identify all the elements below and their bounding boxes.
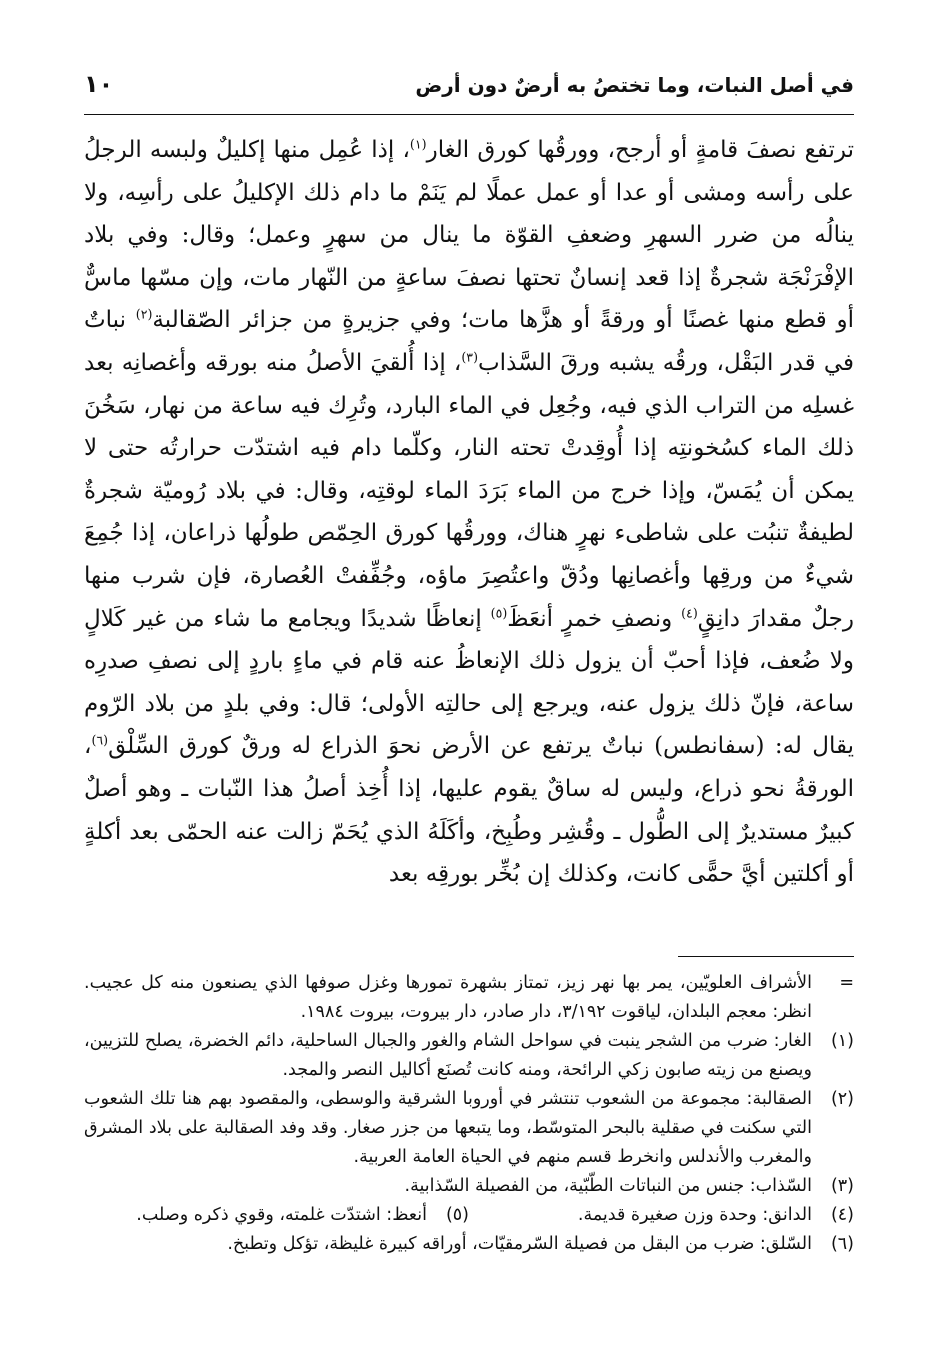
text-run: ، إذا عُمِل منها إكليلٌ ولبسه الرجلُ على رأسه ومشى أو عدا أو عمل عملًا لم يَنَمْ ما دام ذلك الإكليلُ على رأسِه، ولا ينالُه من ضرر السهرِ وضعفِ القوّة ما ينال من سهرٍ وعمل؛ وقال: وفي بلاد الإفْرَنْجَة شجرةٌ إذا قعد إنسانٌ تحتها نصفَ ساعةٍ من النّهار مات، وإن مسّها ماسٌّ أو قطع منها غصنًا أو ورقةً أو هزَّها مات؛ وفي جزيرةٍ من جزائر الصّقالبة [84,137,854,334]
paragraph [84,129,854,896]
footnote-4 [469,1201,854,1230]
footnote-ref: (١) [409,136,427,152]
footnote-2 [84,1085,854,1172]
footnote-ref: (٢) [135,306,153,322]
footnote-text: أنعظ: اشتدّت غلمته، وقوي ذكره وصلب. [136,1204,427,1225]
footnote-ref: (٣) [461,349,479,365]
page-header [84,70,854,115]
footnote-marker: = [839,972,854,993]
footnote-text: الصقالبة: مجموعة من الشعوب تنتشر في أوروبا الشرقية والوسطى، والمقصود بهم هنا تلك الشعوب التي سكنت في صقلية بالبحر المتوسّط، وما يتبعها من جزر صغار. وقد وفد الصقالبة على بلاد المشرق والمغرب والأندلس وانخرط قسم منهم في الحياة العامة العربية. [84,1088,812,1167]
text-run: ترتفع نصفَ قامةٍ أو أرجح، وورقُها كورق الغار [426,137,854,163]
page-number: ١٠ [84,70,114,98]
book-page [84,70,854,1259]
footnotes [84,969,854,1259]
text-run: ، الورقةُ نحو ذراع، وليس له ساقٌ يقوم عليها، إذا أُخِذ أصلُ هذا النّبات ـ وهو أصلٌ كبيرٌ مستديرٌ إلى الطُّول ـ وقُشِر وطُبِخ، وأكَلَهُ الذي يُحَمّ زالت عنه الحمّى بعد أكلةٍ أو أكلتين أيَّ حمًّى كانت، وكذلك إن بُخِّر بورقِه بعد [84,733,854,888]
footnote-marker: (٤) [830,1204,854,1225]
footnote-text: السّلق: ضرب من البقل من فصيلة السّرمقيّات، أوراقه كبيرة غليظة، تؤكل وتطبخ. [227,1233,812,1254]
text-run: ونصفِ خمرٍ أنعَظَ [507,605,682,632]
running-title: في أصل النبات، وما تختصُ به أرضٌ دون أرض [415,73,854,97]
footnote-ref: (٤) [681,604,698,620]
main-text [84,129,854,896]
footnote-text: الدانق: وحدة وزن صغيرة قديمة. [577,1204,812,1225]
footnote-6 [84,1230,854,1259]
footnote-ref: (٥) [490,604,508,620]
footnote-marker: (٣) [830,1175,854,1196]
footnote-1 [84,1027,854,1085]
footnote-5 [84,1201,469,1230]
text-run: نباتٌ في قدر البَقْل، ورقُه يشبه ورقَ السَّذاب [84,307,854,376]
text-run: إنعاظًا شديدًا ويجامع ما شاء من غير كَلالٍ ولا ضُعف، فإذا أحبّ أن يزول ذلك الإنعاظُ عنه قام في ماءٍ باردٍ إلى نصفِ صدرِه ساعة، فإنّ ذلك يزول عنه، ويرجع إلى حالتِه الأولى؛ قال: وفي بلدٍ من بلاد الرّوم يقال له: (سفانطس) نباتٌ يرتفع عن الأرض نحوَ الذراع له ورقٌ كورق السِّلْق [84,605,854,760]
footnote-ref: (٦) [91,732,109,748]
footnote-divider [678,956,854,957]
footnote-marker: (٦) [830,1233,854,1254]
footnote-marker: (٢) [830,1088,854,1109]
footnote-3 [84,1172,854,1201]
footnote-pair [84,1201,854,1230]
footnote-text: الأشراف العلويّين، يمر بها نهر زيز، تمتاز بشهرة تمورها وغزل صوفها الذي يصنعون منه كل عجيب. انظر: معجم البلدان، لياقوت ٣/١٩٢، دار صادر، دار بيروت، بيروت ١٩٨٤. [84,972,812,1022]
text-run: ، إذا أُلقيَ الأصلُ منه بورقه وأغصانِه بعد غسلِه من التراب الذي فيه، وجُعِل في الماء البارد، وتُرِك فيه ساعة من نهار، سَخُنَ ذلك الماء كسُخونتِه إذا أُوقِدتْ تحته النار، وكلّما دام فيه اشتدّت حرارتُه حتى لا يمكن أن يُمَسّ، وإذا خرج من الماء بَرَدَ الماء لوقتِه، وقال: في بلاد رُوميّة شجرةٌ لطيفةٌ تنبُت على شاطىء نهرٍ هناك، وورقُها كورق الحِمّص طولُها ذراعان، إذا جُمِعَ شيءٌ من ورقِها وأغصانِها ودُقّ واعتُصِرَ ماؤه، وجُفِّفتْ العُصارة، فإن شرب منها رجلٌ مقدارَ دانِقٍ [84,349,855,632]
footnote-marker: (١) [830,1030,854,1051]
footnote-text: الغار: ضرب من الشجر ينبت في سواحل الشام والغور والجبال الساحلية، دائم الخضرة، يصلح للتزيين، ويصنع من زيته صابون زكي الرائحة، ومنه كانت تُصنَع أكاليل النصر والمجد. [84,1030,812,1080]
footnote-text: السّذاب: جنس من النباتات الطّبّية، من الفصيلة السّذابية. [404,1175,812,1196]
footnote-marker: (٥) [445,1204,469,1225]
footnote-continuation [84,969,854,1027]
